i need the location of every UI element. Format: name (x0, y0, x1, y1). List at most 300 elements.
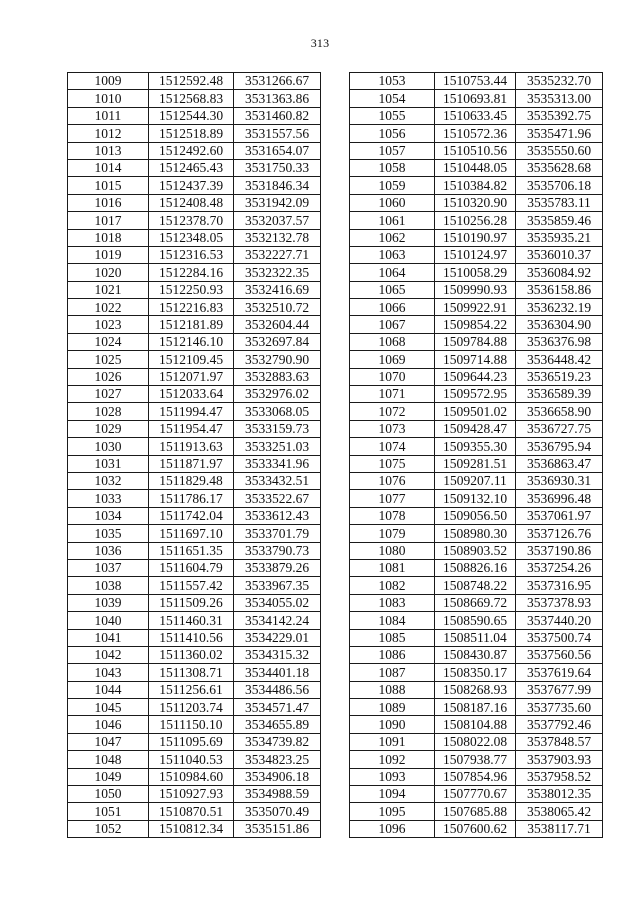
table-row (68, 507, 321, 524)
point-number-cell: 1043 (68, 664, 149, 681)
table-row (350, 751, 603, 768)
point-number-cell: 1091 (350, 733, 435, 750)
table-row (68, 803, 321, 820)
point-number-cell: 1037 (68, 559, 149, 576)
x-coordinate-cell: 1510812.34 (149, 820, 234, 837)
table-row (68, 368, 321, 385)
y-coordinate-cell: 3534401.18 (234, 664, 321, 681)
y-coordinate-cell: 3538012.35 (516, 786, 603, 803)
x-coordinate-cell: 1508430.87 (435, 646, 516, 663)
x-coordinate-cell: 1511697.10 (149, 525, 234, 542)
y-coordinate-cell: 3535070.49 (234, 803, 321, 820)
y-coordinate-cell: 3537735.60 (516, 699, 603, 716)
x-coordinate-cell: 1512437.39 (149, 177, 234, 194)
point-number-cell: 1048 (68, 751, 149, 768)
point-number-cell: 1052 (68, 820, 149, 837)
point-number-cell: 1090 (350, 716, 435, 733)
table-row (350, 125, 603, 142)
y-coordinate-cell: 3537500.74 (516, 629, 603, 646)
x-coordinate-cell: 1512033.64 (149, 386, 234, 403)
point-number-cell: 1014 (68, 159, 149, 176)
table-row (68, 194, 321, 211)
table-row (350, 525, 603, 542)
table-row (350, 333, 603, 350)
x-coordinate-cell: 1512465.43 (149, 159, 234, 176)
table-row (350, 733, 603, 750)
point-number-cell: 1055 (350, 107, 435, 124)
point-number-cell: 1009 (68, 73, 149, 90)
point-number-cell: 1057 (350, 142, 435, 159)
y-coordinate-cell: 3531266.67 (234, 73, 321, 90)
x-coordinate-cell: 1510448.05 (435, 159, 516, 176)
y-coordinate-cell: 3537378.93 (516, 594, 603, 611)
point-number-cell: 1016 (68, 194, 149, 211)
point-number-cell: 1095 (350, 803, 435, 820)
point-number-cell: 1069 (350, 351, 435, 368)
point-number-cell: 1013 (68, 142, 149, 159)
point-number-cell: 1053 (350, 73, 435, 90)
point-number-cell: 1046 (68, 716, 149, 733)
point-number-cell: 1027 (68, 386, 149, 403)
y-coordinate-cell: 3538065.42 (516, 803, 603, 820)
x-coordinate-cell: 1512568.83 (149, 90, 234, 107)
coordinates-table-left (67, 72, 321, 838)
y-coordinate-cell: 3538117.71 (516, 820, 603, 837)
y-coordinate-cell: 3532037.57 (234, 212, 321, 229)
x-coordinate-cell: 1512348.05 (149, 229, 234, 246)
y-coordinate-cell: 3535471.96 (516, 125, 603, 142)
y-coordinate-cell: 3533879.26 (234, 559, 321, 576)
x-coordinate-cell: 1509714.88 (435, 351, 516, 368)
table-row (68, 577, 321, 594)
point-number-cell: 1081 (350, 559, 435, 576)
point-number-cell: 1025 (68, 351, 149, 368)
point-number-cell: 1060 (350, 194, 435, 211)
x-coordinate-cell: 1510984.60 (149, 768, 234, 785)
point-number-cell: 1044 (68, 681, 149, 698)
table-row (350, 507, 603, 524)
y-coordinate-cell: 3537619.64 (516, 664, 603, 681)
table-row (68, 612, 321, 629)
x-coordinate-cell: 1511913.63 (149, 438, 234, 455)
y-coordinate-cell: 3531460.82 (234, 107, 321, 124)
page-number: 313 (310, 36, 330, 50)
x-coordinate-cell: 1508980.30 (435, 525, 516, 542)
y-coordinate-cell: 3533522.67 (234, 490, 321, 507)
table-row (68, 264, 321, 281)
x-coordinate-cell: 1511651.35 (149, 542, 234, 559)
table-row (68, 716, 321, 733)
y-coordinate-cell: 3534142.24 (234, 612, 321, 629)
table-row (68, 646, 321, 663)
y-coordinate-cell: 3532697.84 (234, 333, 321, 350)
table-row (350, 159, 603, 176)
table-row (68, 159, 321, 176)
table-row (68, 699, 321, 716)
table-row (350, 612, 603, 629)
point-number-cell: 1093 (350, 768, 435, 785)
y-coordinate-cell: 3537958.52 (516, 768, 603, 785)
y-coordinate-cell: 3532510.72 (234, 299, 321, 316)
point-number-cell: 1049 (68, 768, 149, 785)
table-row (350, 664, 603, 681)
table-row (68, 142, 321, 159)
y-coordinate-cell: 3534229.01 (234, 629, 321, 646)
point-number-cell: 1035 (68, 525, 149, 542)
x-coordinate-cell: 1509990.93 (435, 281, 516, 298)
y-coordinate-cell: 3531557.56 (234, 125, 321, 142)
table-row (68, 594, 321, 611)
point-number-cell: 1061 (350, 212, 435, 229)
y-coordinate-cell: 3535783.11 (516, 194, 603, 211)
x-coordinate-cell: 1509501.02 (435, 403, 516, 420)
y-coordinate-cell: 3532604.44 (234, 316, 321, 333)
coordinates-table-right (349, 72, 603, 838)
point-number-cell: 1051 (68, 803, 149, 820)
table-row (350, 281, 603, 298)
x-coordinate-cell: 1511410.56 (149, 629, 234, 646)
y-coordinate-cell: 3537254.26 (516, 559, 603, 576)
table-row (350, 490, 603, 507)
y-coordinate-cell: 3532416.69 (234, 281, 321, 298)
table-row (350, 73, 603, 90)
point-number-cell: 1085 (350, 629, 435, 646)
table-row (350, 699, 603, 716)
table-row (68, 786, 321, 803)
point-number-cell: 1096 (350, 820, 435, 837)
x-coordinate-cell: 1509644.23 (435, 368, 516, 385)
y-coordinate-cell: 3537560.56 (516, 646, 603, 663)
table-row (68, 438, 321, 455)
point-number-cell: 1071 (350, 386, 435, 403)
point-number-cell: 1066 (350, 299, 435, 316)
x-coordinate-cell: 1508590.65 (435, 612, 516, 629)
point-number-cell: 1075 (350, 455, 435, 472)
point-number-cell: 1072 (350, 403, 435, 420)
y-coordinate-cell: 3536795.94 (516, 438, 603, 455)
point-number-cell: 1073 (350, 420, 435, 437)
point-number-cell: 1032 (68, 472, 149, 489)
x-coordinate-cell: 1509132.10 (435, 490, 516, 507)
x-coordinate-cell: 1512181.89 (149, 316, 234, 333)
table-row (68, 542, 321, 559)
table-row (350, 368, 603, 385)
table-row (350, 629, 603, 646)
table-row (350, 455, 603, 472)
x-coordinate-cell: 1510753.44 (435, 73, 516, 90)
table-row (350, 351, 603, 368)
y-coordinate-cell: 3532790.90 (234, 351, 321, 368)
table-row (68, 351, 321, 368)
y-coordinate-cell: 3535935.21 (516, 229, 603, 246)
y-coordinate-cell: 3532132.78 (234, 229, 321, 246)
point-number-cell: 1056 (350, 125, 435, 142)
x-coordinate-cell: 1507938.77 (435, 751, 516, 768)
y-coordinate-cell: 3536863.47 (516, 455, 603, 472)
point-number-cell: 1021 (68, 281, 149, 298)
x-coordinate-cell: 1512284.16 (149, 264, 234, 281)
x-coordinate-cell: 1511150.10 (149, 716, 234, 733)
y-coordinate-cell: 3537061.97 (516, 507, 603, 524)
table-row (68, 455, 321, 472)
y-coordinate-cell: 3533612.43 (234, 507, 321, 524)
x-coordinate-cell: 1510124.97 (435, 246, 516, 263)
point-number-cell: 1017 (68, 212, 149, 229)
point-number-cell: 1068 (350, 333, 435, 350)
y-coordinate-cell: 3534315.32 (234, 646, 321, 663)
point-number-cell: 1065 (350, 281, 435, 298)
x-coordinate-cell: 1509854.22 (435, 316, 516, 333)
point-number-cell: 1047 (68, 733, 149, 750)
point-number-cell: 1039 (68, 594, 149, 611)
table-row (68, 125, 321, 142)
x-coordinate-cell: 1508511.04 (435, 629, 516, 646)
x-coordinate-cell: 1509207.11 (435, 472, 516, 489)
table-row (350, 768, 603, 785)
table-row (68, 90, 321, 107)
y-coordinate-cell: 3536448.42 (516, 351, 603, 368)
x-coordinate-cell: 1511604.79 (149, 559, 234, 576)
table-row (350, 542, 603, 559)
y-coordinate-cell: 3535628.68 (516, 159, 603, 176)
table-row (68, 246, 321, 263)
y-coordinate-cell: 3537792.46 (516, 716, 603, 733)
point-number-cell: 1040 (68, 612, 149, 629)
table-row (350, 472, 603, 489)
x-coordinate-cell: 1508022.08 (435, 733, 516, 750)
table-row (350, 646, 603, 663)
x-coordinate-cell: 1508104.88 (435, 716, 516, 733)
point-number-cell: 1028 (68, 403, 149, 420)
table-row (68, 177, 321, 194)
x-coordinate-cell: 1511786.17 (149, 490, 234, 507)
y-coordinate-cell: 3537126.76 (516, 525, 603, 542)
table-row (350, 177, 603, 194)
point-number-cell: 1074 (350, 438, 435, 455)
table-row (68, 386, 321, 403)
x-coordinate-cell: 1510572.36 (435, 125, 516, 142)
y-coordinate-cell: 3534739.82 (234, 733, 321, 750)
x-coordinate-cell: 1510927.93 (149, 786, 234, 803)
x-coordinate-cell: 1511040.53 (149, 751, 234, 768)
y-coordinate-cell: 3533341.96 (234, 455, 321, 472)
y-coordinate-cell: 3535859.46 (516, 212, 603, 229)
table-row (68, 664, 321, 681)
y-coordinate-cell: 3533701.79 (234, 525, 321, 542)
point-number-cell: 1064 (350, 264, 435, 281)
x-coordinate-cell: 1512378.70 (149, 212, 234, 229)
point-number-cell: 1067 (350, 316, 435, 333)
point-number-cell: 1086 (350, 646, 435, 663)
x-coordinate-cell: 1511742.04 (149, 507, 234, 524)
y-coordinate-cell: 3534655.89 (234, 716, 321, 733)
y-coordinate-cell: 3533159.73 (234, 420, 321, 437)
x-coordinate-cell: 1509281.51 (435, 455, 516, 472)
table-row (68, 299, 321, 316)
table-row (68, 229, 321, 246)
y-coordinate-cell: 3537848.57 (516, 733, 603, 750)
x-coordinate-cell: 1512146.10 (149, 333, 234, 350)
x-coordinate-cell: 1511557.42 (149, 577, 234, 594)
y-coordinate-cell: 3532883.63 (234, 368, 321, 385)
y-coordinate-cell: 3532227.71 (234, 246, 321, 263)
table-row (68, 525, 321, 542)
y-coordinate-cell: 3535151.86 (234, 820, 321, 837)
table-row (68, 733, 321, 750)
y-coordinate-cell: 3536304.90 (516, 316, 603, 333)
table-row (350, 559, 603, 576)
table-row (68, 768, 321, 785)
x-coordinate-cell: 1511308.71 (149, 664, 234, 681)
y-coordinate-cell: 3537316.95 (516, 577, 603, 594)
y-coordinate-cell: 3534906.18 (234, 768, 321, 785)
y-coordinate-cell: 3533790.73 (234, 542, 321, 559)
table-row (350, 264, 603, 281)
x-coordinate-cell: 1510058.29 (435, 264, 516, 281)
y-coordinate-cell: 3532322.35 (234, 264, 321, 281)
table-row (350, 299, 603, 316)
point-number-cell: 1034 (68, 507, 149, 524)
point-number-cell: 1087 (350, 664, 435, 681)
point-number-cell: 1036 (68, 542, 149, 559)
table-row (350, 438, 603, 455)
x-coordinate-cell: 1509355.30 (435, 438, 516, 455)
table-row (350, 246, 603, 263)
y-coordinate-cell: 3536930.31 (516, 472, 603, 489)
point-number-cell: 1076 (350, 472, 435, 489)
x-coordinate-cell: 1510870.51 (149, 803, 234, 820)
y-coordinate-cell: 3537440.20 (516, 612, 603, 629)
x-coordinate-cell: 1510320.90 (435, 194, 516, 211)
coordinates-table-left-body (68, 73, 321, 838)
table-row (68, 420, 321, 437)
point-number-cell: 1026 (68, 368, 149, 385)
x-coordinate-cell: 1512216.83 (149, 299, 234, 316)
x-coordinate-cell: 1511095.69 (149, 733, 234, 750)
y-coordinate-cell: 3531363.86 (234, 90, 321, 107)
table-row (68, 73, 321, 90)
table-row (350, 107, 603, 124)
y-coordinate-cell: 3531846.34 (234, 177, 321, 194)
point-number-cell: 1019 (68, 246, 149, 263)
table-row (68, 333, 321, 350)
y-coordinate-cell: 3535232.70 (516, 73, 603, 90)
table-row (350, 316, 603, 333)
table-row (350, 577, 603, 594)
point-number-cell: 1045 (68, 699, 149, 716)
x-coordinate-cell: 1512518.89 (149, 125, 234, 142)
table-row (350, 820, 603, 837)
x-coordinate-cell: 1507770.67 (435, 786, 516, 803)
x-coordinate-cell: 1511829.48 (149, 472, 234, 489)
point-number-cell: 1023 (68, 316, 149, 333)
x-coordinate-cell: 1512592.48 (149, 73, 234, 90)
y-coordinate-cell: 3536727.75 (516, 420, 603, 437)
y-coordinate-cell: 3536232.19 (516, 299, 603, 316)
point-number-cell: 1010 (68, 90, 149, 107)
point-number-cell: 1054 (350, 90, 435, 107)
point-number-cell: 1018 (68, 229, 149, 246)
y-coordinate-cell: 3531750.33 (234, 159, 321, 176)
table-row (350, 420, 603, 437)
x-coordinate-cell: 1508669.72 (435, 594, 516, 611)
point-number-cell: 1011 (68, 107, 149, 124)
x-coordinate-cell: 1510384.82 (435, 177, 516, 194)
table-row (68, 681, 321, 698)
point-number-cell: 1082 (350, 577, 435, 594)
x-coordinate-cell: 1512250.93 (149, 281, 234, 298)
y-coordinate-cell: 3534055.02 (234, 594, 321, 611)
y-coordinate-cell: 3531654.07 (234, 142, 321, 159)
point-number-cell: 1070 (350, 368, 435, 385)
point-number-cell: 1059 (350, 177, 435, 194)
x-coordinate-cell: 1511360.02 (149, 646, 234, 663)
y-coordinate-cell: 3536589.39 (516, 386, 603, 403)
table-row (68, 629, 321, 646)
x-coordinate-cell: 1511871.97 (149, 455, 234, 472)
x-coordinate-cell: 1509922.91 (435, 299, 516, 316)
point-number-cell: 1041 (68, 629, 149, 646)
point-number-cell: 1083 (350, 594, 435, 611)
table-row (68, 316, 321, 333)
table-row (350, 212, 603, 229)
y-coordinate-cell: 3537190.86 (516, 542, 603, 559)
coordinates-table-right-body (350, 73, 603, 838)
y-coordinate-cell: 3536376.98 (516, 333, 603, 350)
x-coordinate-cell: 1509784.88 (435, 333, 516, 350)
table-row (350, 716, 603, 733)
x-coordinate-cell: 1511460.31 (149, 612, 234, 629)
point-number-cell: 1079 (350, 525, 435, 542)
table-row (350, 681, 603, 698)
y-coordinate-cell: 3535313.00 (516, 90, 603, 107)
y-coordinate-cell: 3532976.02 (234, 386, 321, 403)
y-coordinate-cell: 3534571.47 (234, 699, 321, 716)
x-coordinate-cell: 1510633.45 (435, 107, 516, 124)
table-row (350, 90, 603, 107)
table-row (350, 194, 603, 211)
x-coordinate-cell: 1509056.50 (435, 507, 516, 524)
x-coordinate-cell: 1512492.60 (149, 142, 234, 159)
point-number-cell: 1078 (350, 507, 435, 524)
point-number-cell: 1058 (350, 159, 435, 176)
point-number-cell: 1080 (350, 542, 435, 559)
point-number-cell: 1062 (350, 229, 435, 246)
point-number-cell: 1015 (68, 177, 149, 194)
table-row (350, 403, 603, 420)
x-coordinate-cell: 1507600.62 (435, 820, 516, 837)
point-number-cell: 1033 (68, 490, 149, 507)
y-coordinate-cell: 3534988.59 (234, 786, 321, 803)
table-row (68, 559, 321, 576)
x-coordinate-cell: 1509572.95 (435, 386, 516, 403)
x-coordinate-cell: 1511954.47 (149, 420, 234, 437)
x-coordinate-cell: 1510510.56 (435, 142, 516, 159)
table-row (68, 820, 321, 837)
y-coordinate-cell: 3536010.37 (516, 246, 603, 263)
x-coordinate-cell: 1510693.81 (435, 90, 516, 107)
x-coordinate-cell: 1507685.88 (435, 803, 516, 820)
y-coordinate-cell: 3536084.92 (516, 264, 603, 281)
y-coordinate-cell: 3534486.56 (234, 681, 321, 698)
y-coordinate-cell: 3537903.93 (516, 751, 603, 768)
point-number-cell: 1063 (350, 246, 435, 263)
table-row (68, 107, 321, 124)
point-number-cell: 1024 (68, 333, 149, 350)
y-coordinate-cell: 3531942.09 (234, 194, 321, 211)
y-coordinate-cell: 3537677.99 (516, 681, 603, 698)
x-coordinate-cell: 1510190.97 (435, 229, 516, 246)
